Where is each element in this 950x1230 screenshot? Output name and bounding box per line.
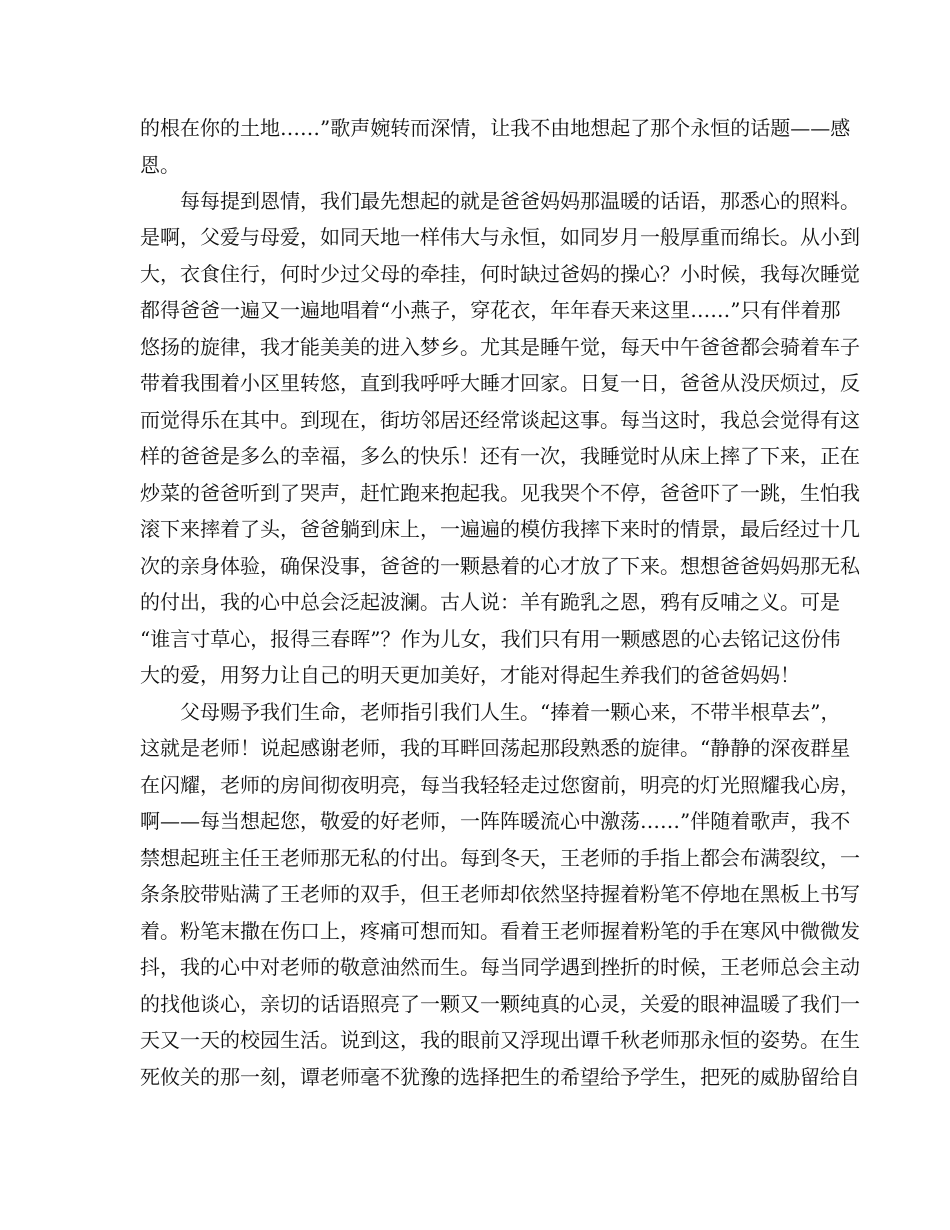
text-line: 大的爱，用努力让自己的明天更加美好，才能对得起生养我们的爸爸妈妈！ xyxy=(140,663,800,687)
text-line: 着。粉笔末撒在伤口上，疼痛可想而知。看着王老师握着粉笔的手在寒风中微微发 xyxy=(140,919,860,943)
text-line: 的找他谈心，亲切的话语照亮了一颗又一颗纯真的心灵，关爱的眼神温暖了我们一 xyxy=(140,992,860,1016)
text-line: 悠扬的旋律，我才能美美的进入梦乡。尤其是睡午觉，每天中午爸爸都会骑着车子 xyxy=(140,335,860,359)
text-line: 的根在你的土地……”歌声婉转而深情，让我不由地想起了那个永恒的话题——感 xyxy=(140,116,851,140)
text-line: 禁想起班主任王老师那无私的付出。每到冬天，王老师的手指上都会布满裂纹，一 xyxy=(140,846,860,870)
text-line: 抖，我的心中对老师的敬意油然而生。每当同学遇到挫折的时候，王老师总会主动 xyxy=(140,955,860,979)
text-line: 恩。 xyxy=(140,153,180,177)
text-line: 大，衣食住行，何时少过父母的牵挂，何时缺过爸妈的操心？小时候，我每次睡觉 xyxy=(140,262,860,286)
text-line: 条条胶带贴满了王老师的双手，但王老师却依然坚持握着粉笔不停地在黑板上书写 xyxy=(140,882,860,906)
text-line: “谁言寸草心，报得三春晖”？作为儿女，我们只有用一颗感恩的心去铭记这份伟 xyxy=(140,627,841,651)
text-line: 炒菜的爸爸听到了哭声，赶忙跑来抱起我。见我哭个不停，爸爸吓了一跳，生怕我 xyxy=(140,481,860,505)
text-line: 带着我围着小区里转悠，直到我呼呼大睡才回家。日复一日，爸爸从没厌烦过，反 xyxy=(140,371,860,395)
text-line: 而觉得乐在其中。到现在，街坊邻居还经常谈起这事。每当这时，我总会觉得有这 xyxy=(140,408,860,432)
text-line: 天又一天的校园生活。说到这，我的眼前又浮现出谭千秋老师那永恒的姿势。在生 xyxy=(140,1028,860,1052)
text-line: 死攸关的那一刻，谭老师毫不犹豫的选择把生的希望给予学生，把死的威胁留给自 xyxy=(140,1065,860,1089)
text-line: 啊——每当想起您，敬爱的好老师，一阵阵暖流心中激荡……”伴随着歌声，我不 xyxy=(140,809,851,833)
text-line: 是啊，父爱与母爱，如同天地一样伟大与永恒，如同岁月一般厚重而绵长。从小到 xyxy=(140,225,860,249)
text-line: 的付出，我的心中总会泛起波澜。古人说：羊有跪乳之恩，鸦有反哺之义。可是 xyxy=(140,590,840,614)
text-line: 滚下来摔着了头，爸爸躺到床上，一遍遍的模仿我摔下来时的情景，最后经过十几 xyxy=(140,517,860,541)
text-line: 次的亲身体验，确保没事，爸爸的一颗悬着的心才放了下来。想想爸爸妈妈那无私 xyxy=(140,554,860,578)
text-line: 这就是老师！说起感谢老师，我的耳畔回荡起那段熟悉的旋律。“静静的深夜群星 xyxy=(140,736,851,760)
paragraph-first-line: 每每提到恩情，我们最先想起的就是爸爸妈妈那温暖的话语，那悉心的照料。 xyxy=(180,189,860,213)
paragraph-first-line: 父母赐予我们生命，老师指引我们人生。“捧着一颗心来，不带半根草去”， xyxy=(180,700,841,724)
text-line: 样的爸爸是多么的幸福，多么的快乐！还有一次，我睡觉时从床上摔了下来，正在 xyxy=(140,444,860,468)
text-line: 都得爸爸一遍又一遍地唱着“小燕子，穿花衣，年年春天来这里……”只有伴着那 xyxy=(140,298,841,322)
text-line: 在闪耀，老师的房间彻夜明亮，每当我轻轻走过您窗前，明亮的灯光照耀我心房， xyxy=(140,773,860,797)
